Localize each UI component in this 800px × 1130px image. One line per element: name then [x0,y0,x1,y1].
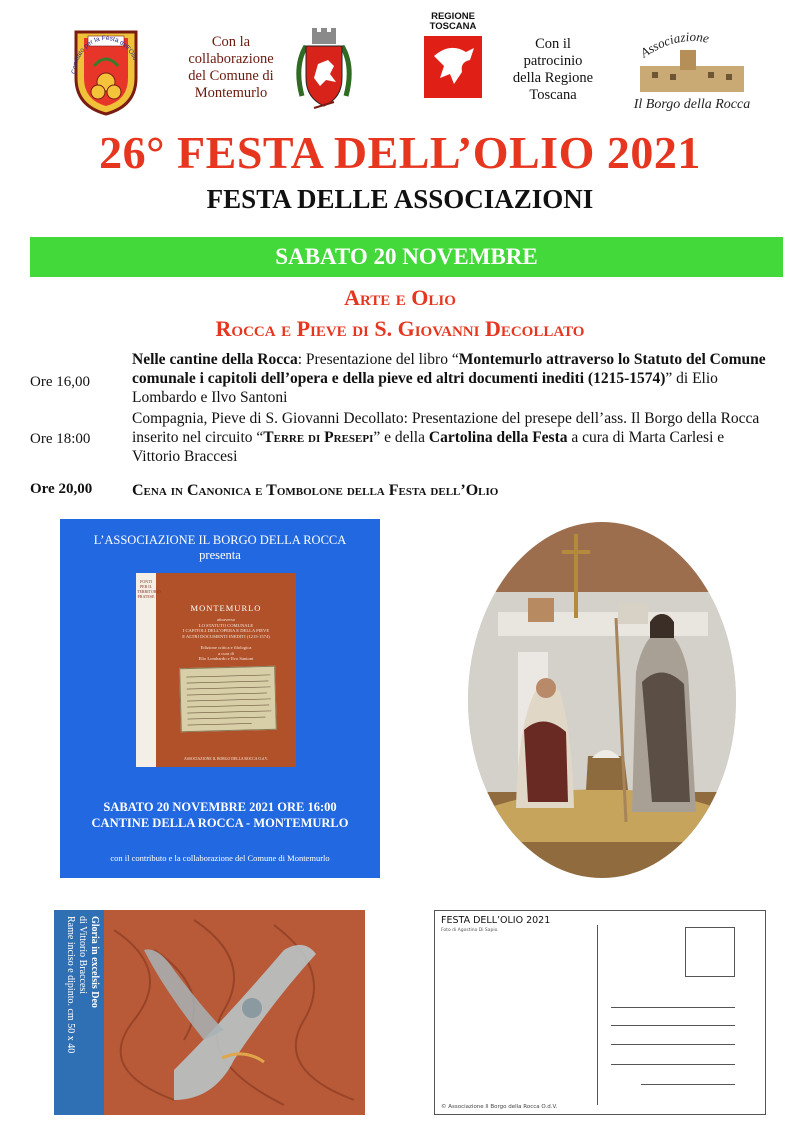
event-description: Cena in Canonica e Tombolone della Festa dell’Olio [132,482,499,499]
address-line [611,1044,735,1045]
poster-footer: con il contributo e la collaborazione del Comune di Montemurlo [110,853,330,863]
collab-line: Con la [211,34,251,50]
patrocinio-line: Con il [535,36,571,52]
associazione-borgo-rocca-logo [622,22,762,114]
book-cover [136,573,296,767]
book-sub-line: Edizione critica e filologica [200,644,252,650]
event-text: ” di Elio Lombardo e Ilvo Santoni [132,370,718,406]
assoc-logo-bottom: Il Borgo della Rocca [633,97,751,112]
book-cover-title: MONTEMURLO [190,603,262,613]
event-place: Nelle cantine della Rocca [132,351,298,368]
event-time: Ore 20,00 [30,481,93,497]
book-cover-subtitle [162,617,290,662]
address-line [641,1084,735,1085]
patrocinio-line: della Regione [512,70,594,86]
poster-header [60,533,380,563]
artwork-caption [60,916,100,1110]
comune-montemurlo-crest-icon [292,26,356,116]
regione-name-line: TOSCANA [429,21,477,32]
comitato-logo-text: Comitato per la Festa dell'Olio [70,34,139,75]
poster-date [60,799,380,831]
svg-text:Associazione [637,29,711,61]
section-location: Rocca e Pieve di S. Giovanni Decollato [215,316,585,341]
book-cover-publisher: ASSOCIAZIONE IL BORGO DELLA ROCCA O.d.V. [184,757,268,761]
address-line [611,1025,735,1026]
event-text: ” e della [373,429,429,446]
postcard-copyright: © Associazione Il Borgo della Rocca O.d.V. [441,1104,558,1110]
comitato-festa-olio-logo [62,22,150,118]
poster-date-line: SABATO 20 NOVEMBRE 2021 ORE 16:00 [103,800,337,814]
date-band: SABATO 20 NOVEMBRE [30,237,783,277]
poster-header-line: presenta [199,548,241,562]
book-spine-text: FONTI PER IL TERRITORIO PRATESE [137,579,161,599]
postcard-photo-credit: Foto di Agostino Di Sapio [441,928,498,933]
event-time: Ore 18:00 [30,431,91,447]
artwork-gloria-in-excelsis-deo [54,910,365,1115]
nativity-scene-photo [468,522,736,878]
page-title: 26° FESTA DELL’OLIO 2021 [99,127,701,178]
book-title: Montemurlo attraverso lo Statuto del Comune comunale i capitoli dell’opera e della pieve ed altri documenti inediti (1215-1574) [132,351,766,387]
manuscript-image [179,666,277,732]
artwork-technique: Rame inciso e dipinto. cm 50 x 40 [65,916,76,1054]
regione-name [420,12,486,32]
event-text: a cura di Marta Carlesi e Vittorio Braccesi [132,429,725,465]
book-sub-line: E ALTRI DOCUMENTI INEDITI (1215-1574) [182,633,270,639]
artwork-title: Gloria in excelsis Deo [89,916,100,1008]
patrocinio-text [508,36,598,104]
book-sub-line: attraverso [216,617,236,622]
postcard-title: FESTA DELL’OLIO 2021 [441,915,551,926]
event-description [132,350,772,407]
event-text: Compagnia, Pieve di S. Giovanni Decollato: Presentazione del presepe dell’ass. Il Borgo della Rocca inserito nel circuito “ [132,410,760,446]
page-subtitle: FESTA DELLE ASSOCIAZIONI [206,184,594,214]
event-description [132,409,772,466]
collab-line: Montemurlo [194,85,268,101]
circuit-name: Terre di Presepi [263,429,374,446]
postcard-name: Cartolina della Festa [428,429,568,446]
event-text: : Presentazione del libro “ [297,351,459,368]
section-heading: Arte e Olio [344,285,456,310]
poster-place-line: CANTINE DELLA ROCCA - MONTEMURLO [91,816,349,830]
book-presentation-poster [60,519,380,878]
event-time: Ore 16,00 [30,374,90,390]
poster-header-line: L’ASSOCIAZIONE IL BORGO DELLA ROCCA [93,533,347,547]
assoc-logo-top: Associazione [637,28,711,61]
postcard-back [434,910,766,1115]
artwork-author: di Vittorio Braccesi [77,916,88,995]
book-sub-line: a cura di [218,650,234,656]
patrocinio-line: Toscana [529,87,577,103]
regione-name-line: REGIONE [431,11,475,22]
stamp-box [685,927,735,977]
address-line [611,1007,735,1008]
book-sub-line: Elio Lombardo e Ilvo Santoni [198,656,254,662]
collab-line: del Comune di [188,68,274,84]
address-line [611,1064,735,1065]
collab-line: collaborazione [188,51,274,67]
collaboration-text [176,34,286,102]
patrocinio-line: patrocinio [523,53,583,69]
book-sub-line: LO STATUTO COMUNALE [198,622,254,628]
book-sub-line: I CAPITOLI DELL’OPERA E DELLA PIEVE [182,628,270,634]
postcard-divider [597,925,598,1105]
